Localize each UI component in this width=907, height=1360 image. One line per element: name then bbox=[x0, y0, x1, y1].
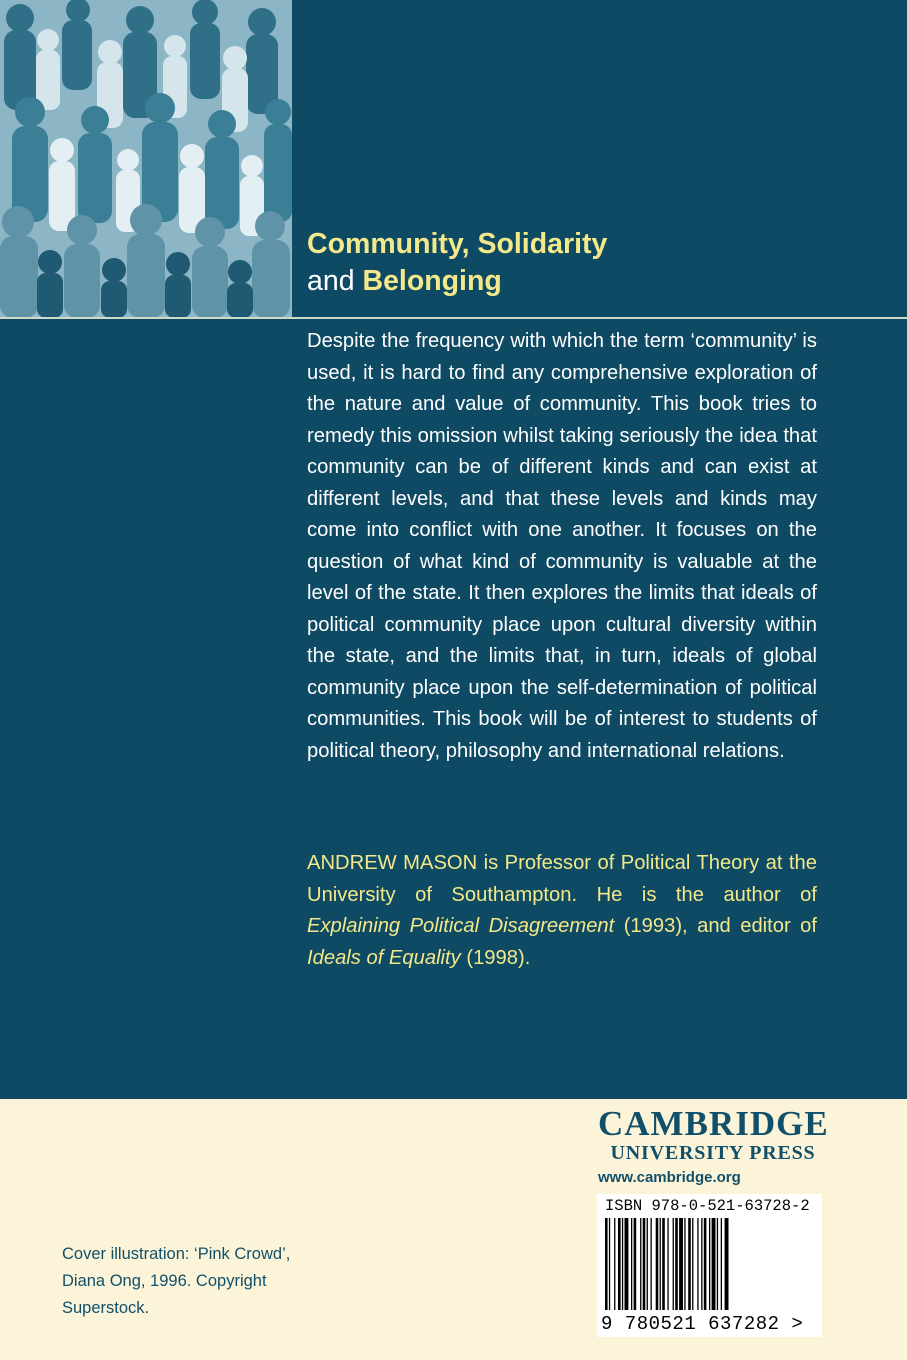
barcode-bar bbox=[660, 1218, 661, 1310]
title-belonging: Belonging bbox=[362, 265, 502, 297]
cover-credit bbox=[62, 1241, 322, 1322]
title-line-1: Community, Solidarity bbox=[307, 228, 608, 260]
barcode-bar bbox=[640, 1218, 641, 1310]
book-2-year: (1998). bbox=[466, 946, 531, 969]
barcode-bar bbox=[631, 1218, 632, 1310]
barcode-bar bbox=[651, 1218, 652, 1310]
barcode-bar bbox=[688, 1218, 691, 1310]
barcode-bar bbox=[622, 1218, 623, 1310]
barcode-bar bbox=[717, 1218, 718, 1310]
book-title-2: Ideals of Equality bbox=[307, 946, 461, 969]
book-description: Despite the frequency with which the term ‘community’ is used, it is hard to find any comprehensive exploration of the nature and value of community. This book tries to remedy this omission whilst taking seriously the idea that community can be of different kinds and can exist at different levels, and that these levels and kinds may come into conflict with one another. It focuses on the question of what kind of community is valuable at the level of the state. It then explores the limits that ideals of political community place upon cultural diversity within the state, and the limits that, in turn, ideals of global community place upon the self-determination of political communities. This book will be of interest to students of political theory, philosophy and international relations. bbox=[307, 330, 817, 762]
barcode-bar bbox=[673, 1218, 674, 1310]
barcode-bar bbox=[656, 1218, 659, 1310]
cover-credit-line-2: Diana Ong, 1996. Copyright bbox=[62, 1272, 267, 1290]
barcode-bar bbox=[609, 1218, 610, 1310]
barcode-bars bbox=[603, 1218, 808, 1312]
publisher-website: www.cambridge.org bbox=[598, 1169, 741, 1186]
crowd-illustration bbox=[0, 0, 292, 318]
isbn-barcode bbox=[597, 1194, 822, 1337]
barcode-bar bbox=[709, 1218, 710, 1310]
cover-credit-line-1: Cover illustration: ‘Pink Crowd’, bbox=[62, 1245, 291, 1263]
barcode-bar bbox=[692, 1218, 693, 1310]
barcode-bar bbox=[643, 1218, 646, 1310]
barcode-bar bbox=[662, 1218, 665, 1310]
barcode-bar bbox=[614, 1218, 615, 1310]
barcode-bar bbox=[684, 1218, 685, 1310]
barcode-bar bbox=[704, 1218, 707, 1310]
divider-line bbox=[0, 317, 907, 319]
publisher-logo-name: CAMBRIDGE bbox=[598, 1104, 829, 1143]
publisher-logo-subname: UNIVERSITY PRESS bbox=[610, 1142, 816, 1164]
title-and: and bbox=[307, 265, 355, 297]
book-title bbox=[307, 226, 867, 300]
cover-credit-line-3: Superstock. bbox=[62, 1299, 150, 1317]
barcode-bar bbox=[701, 1218, 702, 1310]
barcode-bar bbox=[618, 1218, 621, 1310]
book-1-year: (1993), and editor of bbox=[623, 915, 817, 937]
barcode-bar bbox=[634, 1218, 637, 1310]
author-bio-intro: ANDREW MASON is Professor of Political Theory at the University of Southampton. He is the author of bbox=[307, 852, 817, 906]
isbn-label: ISBN 978-0-521-63728-2 bbox=[605, 1197, 810, 1215]
barcode-bar bbox=[712, 1218, 716, 1310]
barcode-bar bbox=[647, 1218, 648, 1310]
crowd-illustration-art bbox=[0, 0, 292, 318]
book-title-1: Explaining Political Disagreement bbox=[307, 915, 615, 937]
footer-band bbox=[0, 1099, 907, 1360]
barcode-bar bbox=[625, 1218, 629, 1310]
barcode-bar bbox=[679, 1218, 683, 1310]
barcode-bar bbox=[605, 1218, 608, 1310]
barcode-bar bbox=[697, 1218, 698, 1310]
barcode-bar bbox=[667, 1218, 668, 1310]
barcode-bar bbox=[721, 1218, 722, 1310]
author-bio bbox=[307, 848, 817, 974]
barcode-number: 9 780521 637282 > bbox=[601, 1313, 804, 1335]
barcode-bar bbox=[725, 1218, 729, 1310]
barcode-bar bbox=[675, 1218, 678, 1310]
